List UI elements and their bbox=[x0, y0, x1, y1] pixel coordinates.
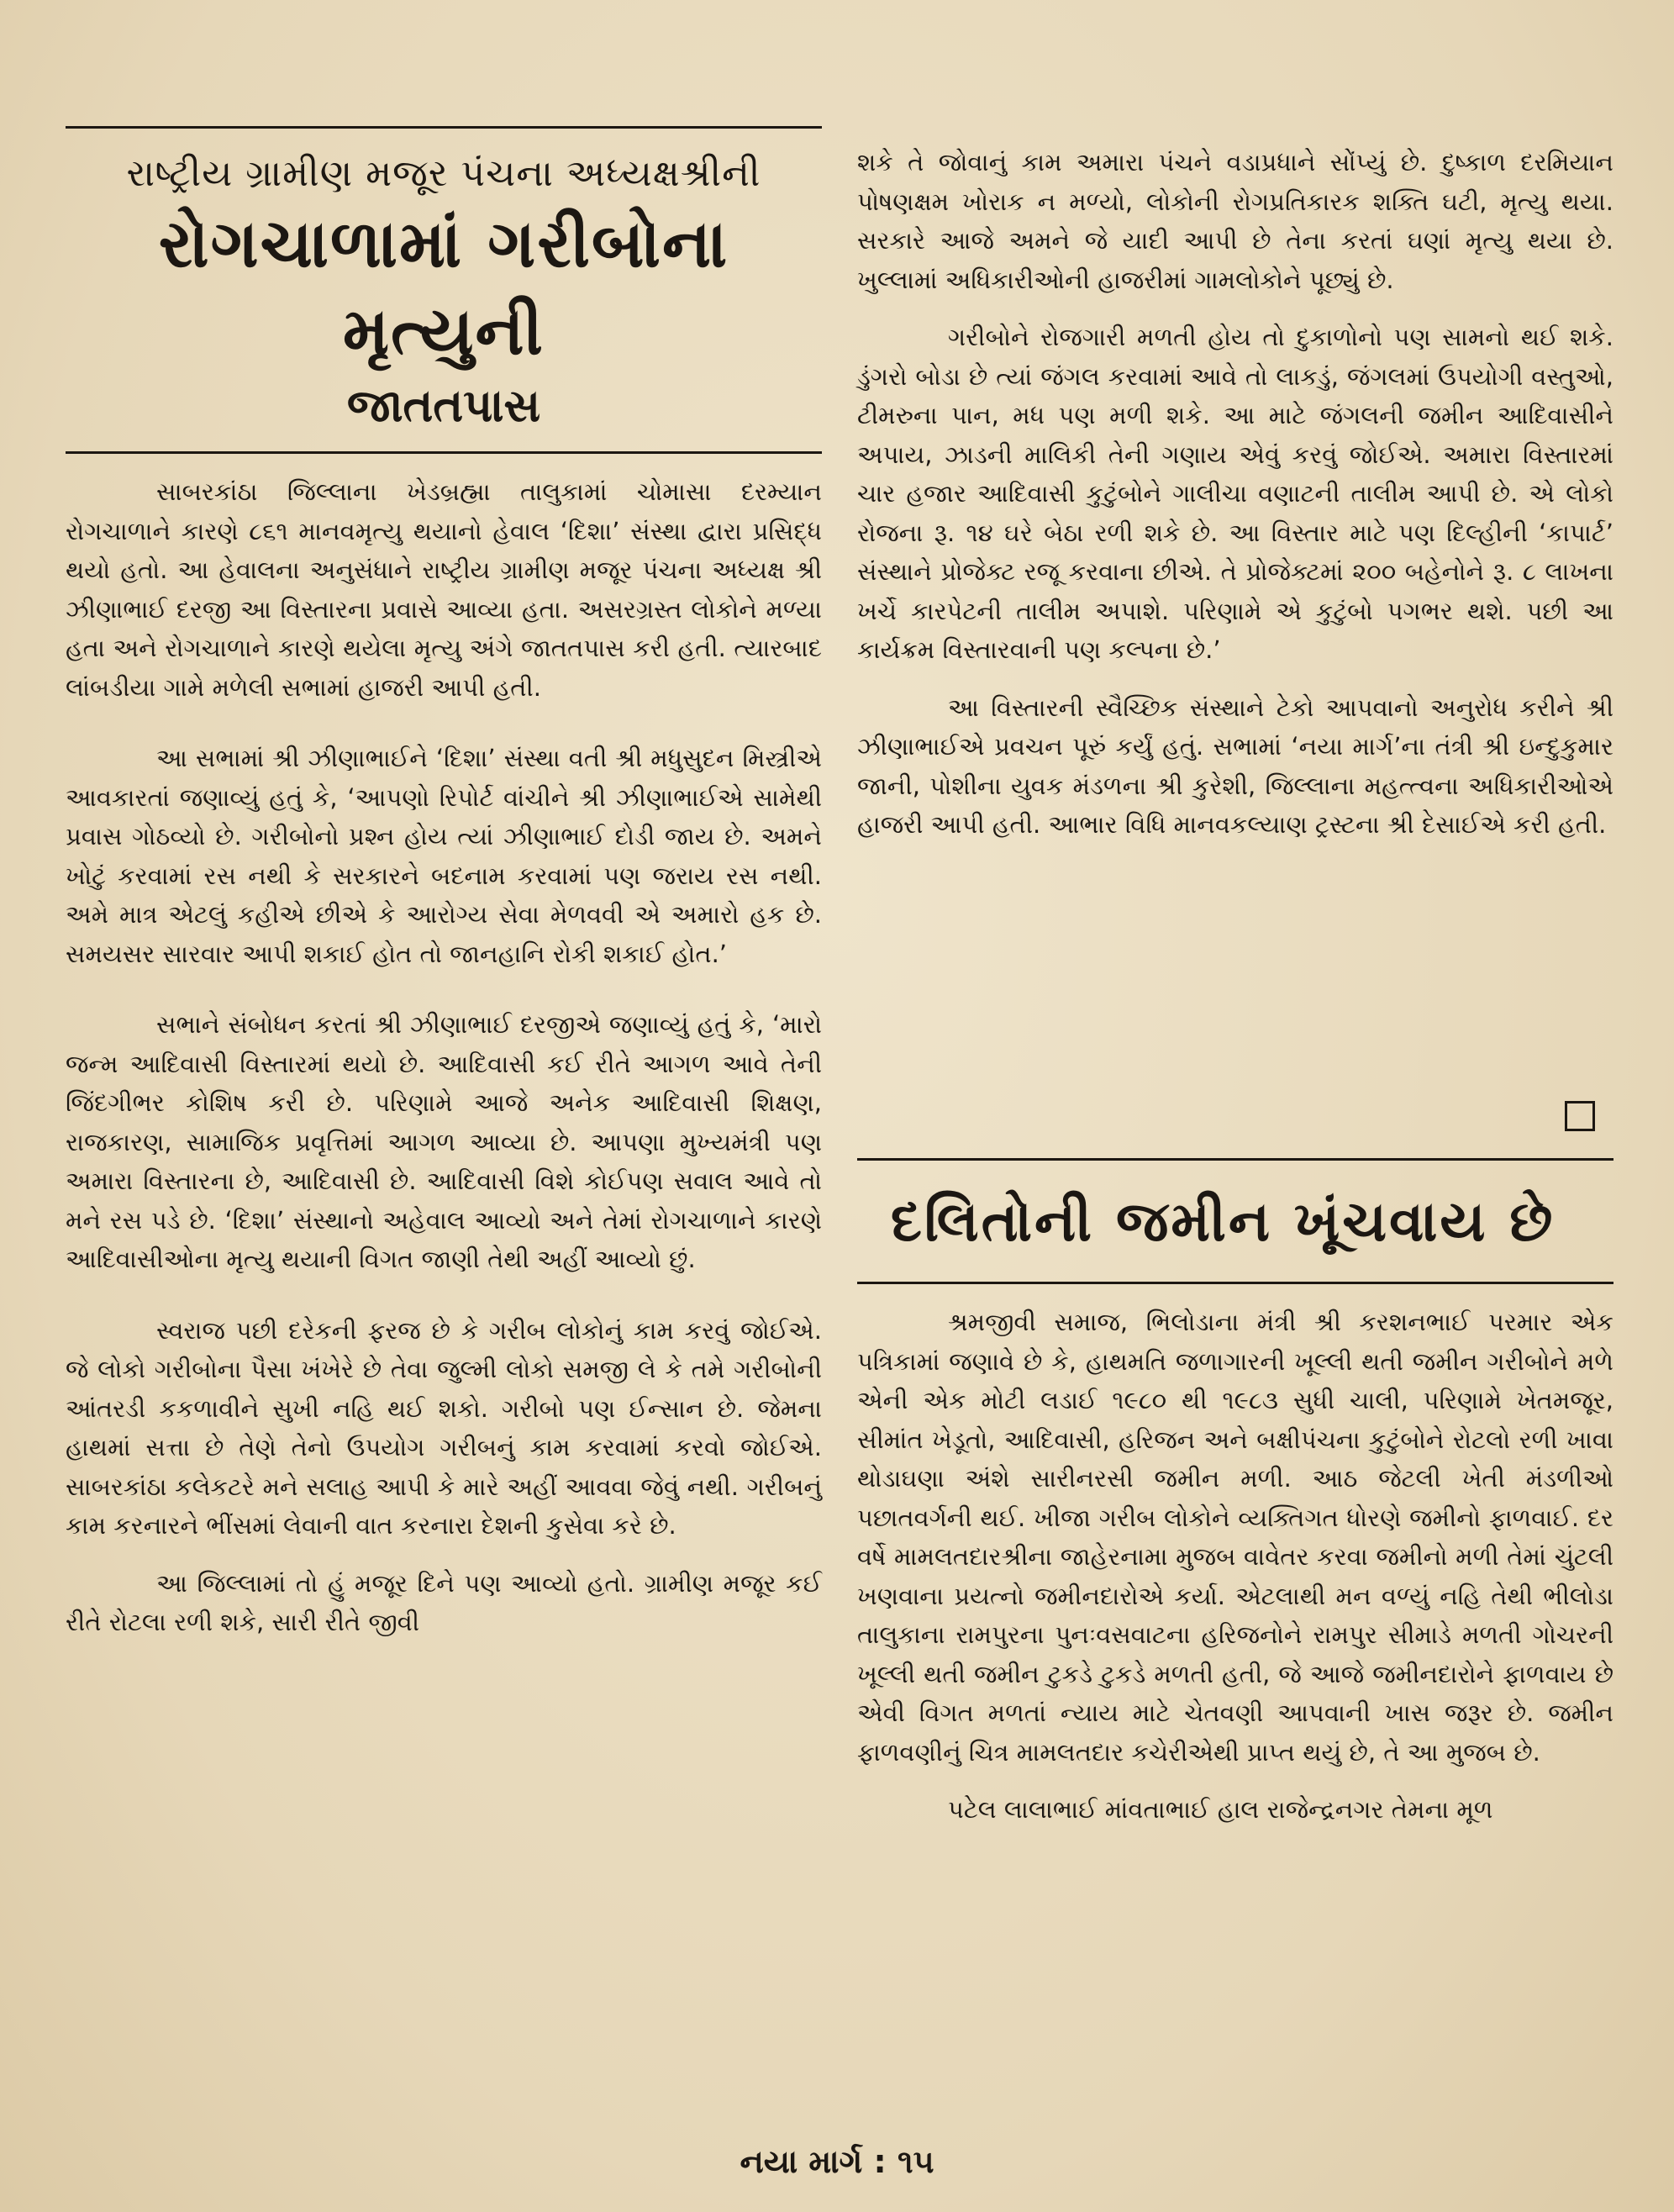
article-subheadline: જાતતપાસ bbox=[346, 379, 541, 432]
right-column bbox=[857, 143, 1613, 845]
left-column bbox=[66, 126, 822, 1642]
article-paragraph: સાબરકાંઠા જિલ્લાના ખેડબ્રહ્મા તાલુકામાં ચોમાસા દરમ્યાન રોગચાળાને કારણે ૮૬૧ માનવમૃત્યુ થયાનો હેવાલ ‘દિશા’ સંસ્થા દ્વારા પ્રસિદ્ધ થયો હતો. આ હેવાલના અનુસંધાને રાષ્ટ્રીય ગ્રામીણ મજૂર પંચના અધ્યક્ષ શ્રી ઝીણાભાઈ દરજી આ વિસ્તારના પ્રવાસે આવ્યા હતા. અસરગ્રસ્ત લોકોને મળ્યા હતા અને રોગચાળાને કારણે થયેલા મૃત્યુ અંગે જાતતપાસ કરી હતી. ત્યારબાદ લાંબડીયા ગામે મળેલી સભામાં હાજરી આપી હતી. bbox=[66, 477, 822, 702]
article-paragraph: આ જિલ્લામાં તો હું મજૂર દિને પણ આવ્યો હતો. ગ્રામીણ મજૂર કઈ રીતે રોટલા રળી શકે, સારી રીતે જીવી bbox=[66, 1568, 822, 1636]
article-paragraph: શ્રમજીવી સમાજ, ભિલોડાના મંત્રી શ્રી કરશનભાઈ પરમાર એક પત્રિકામાં જણાવે છે કે, હાથમતિ જળાગારની ખૂલ્લી થતી જમીન ગરીબોને મળે એની એક મોટી લડાઈ ૧૯૮૦ થી ૧૯૮૩ સુધી ચાલી, પરિણામે ખેતમજૂર, સીમાંત ખેડૂતો, આદિવાસી, હરિજન અને બક્ષીપંચના કુટુંબોને રોટલો રળી ખાવા થોડાઘણા અંશે સારીનરસી જમીન મળી. આઠ જેટલી ખેતી મંડળીઓ પછાતવર્ગની થઈ. ખીજા ગરીબ લોકોને વ્યક્તિગત ધોરણે જમીનો ફાળવાઈ. દર વર્ષે મામલતદારશ્રીના જાહેરનામા મુજબ વાવેતર કરવા જમીનો મળી તેમાં ચુંટલી ખણવાના પ્રયત્નો જમીનદારોએ કર્યા. એટલાથી મન વળ્યું નહિ તેથી ભીલોડા તાલુકાના રામપુરના પુનઃવસવાટના હરિજનોને રામપુર સીમાડે મળતી ગોચરની ખૂલ્લી થતી જમીન ટુકડે ટુકડે મળતી હતી, જે આજે જમીનદારોને ફાળવાય છે એવી વિગત મળતાં ન્યાય માટે ચેતવણી આપવાની ખાસ જરૂર છે. જમીન ફાળવણીનું ચિત્ર મામલતદાર કચેરીએથી પ્રાપ્ત થયું છે, તે આ મુજબ છે. bbox=[857, 1308, 1613, 1767]
magazine-name: નયા માર્ગ bbox=[740, 2143, 863, 2180]
article-end-mark bbox=[1565, 1101, 1595, 1131]
second-article-headline: દલિતોની જમીન ખૂંચવાય છે bbox=[891, 1189, 1556, 1254]
page-number: ૧૫ bbox=[897, 2143, 934, 2180]
article-paragraph: સ્વરાજ પછી દરેકની ફરજ છે કે ગરીબ લોકોનું કામ કરવું જોઈએ. જે લોકો ગરીબોના પૈસા ખંખેરે છે તેવા જુલ્મી લોકો સમજી લે કે તમે ગરીબોની આંતરડી કકળાવીને સુખી નહિ થઈ શકો. ગરીબો પણ ઈન્સાન છે. જેમના હાથમાં સત્તા છે તેણે તેનો ઉપયોગ ગરીબનું કામ કરવામાં કરવો જોઈએ. સાબરકાંઠા કલેકટરે મને સલાહ આપી કે મારે અહીં આવવા જેવું નથી. ગરીબનું કામ કરનારને ભીંસમાં લેવાની વાત કરનારા દેશની કુસેવા કરે છે. bbox=[66, 1315, 822, 1540]
article-paragraph: આ સભામાં શ્રી ઝીણાભાઈને ‘દિશા’ સંસ્થા વતી શ્રી મધુસુદન મિસ્ત્રીએ આવકારતાં જણાવ્યું હતું કે, ‘આપણો રિપોર્ટ વાંચીને શ્રી ઝીણાભાઈએ સામેથી પ્રવાસ ગોઠવ્યો છે. ગરીબોનો પ્રશ્ન હોય ત્યાં ઝીણાભાઈ દોડી જાય છે. અમને ખોટું કરવામાં રસ નથી કે સરકારને બદનામ કરવામાં પણ જરાય રસ નથી. અમે માત્ર એટલું કહીએ છીએ કે આરોગ્ય સેવા મેળવવી એ અમારો હક છે. સમયસર સારવાર આપી શકાઈ હોત તો જાનહાનિ રોકી શકાઈ હોત.’ bbox=[66, 744, 822, 968]
second-article-header bbox=[857, 1161, 1613, 1282]
article-paragraph: સભાને સંબોધન કરતાં શ્રી ઝીણાભાઈ દરજીએ જણાવ્યું હતું કે, ‘મારો જન્મ આદિવાસી વિસ્તારમાં થયો છે. આદિવાસી કઈ રીતે આગળ આવે તેની જિંદગીભર કોશિષ કરી છે. પરિણામે આજે અનેક આદિવાસી શિક્ષણ, રાજકારણ, સામાજિક પ્રવૃત્તિમાં આગળ આવ્યા છે. આપણા મુખ્યમંત્રી પણ અમારા વિસ્તારના છે, આદિવાસી છે. આદિવાસી વિશે કોઈપણ સવાલ આવે તો મને રસ પડે છે. ‘દિશા’ સંસ્થાનો અહેવાલ આવ્યો અને તેમાં રોગચાળાને કારણે આદિવાસીઓના મૃત્યુ થયાની વિગત જાણી તેથી અહીં આવ્યો છું. bbox=[66, 1010, 822, 1273]
article-headline: રોગચાળામાં ગરીબોના મૃત્યુની bbox=[158, 207, 729, 370]
footer-separator: : bbox=[873, 2143, 887, 2180]
article-paragraph: પટેલ લાલાભાઈ માંવતાભાઈ હાલ રાજેન્દ્રનગર તેમના મૂળ bbox=[948, 1795, 1493, 1824]
article-paragraph: આ વિસ્તારની સ્વૈચ્છિક સંસ્થાને ટેકો આપવાનો અનુરોધ કરીને શ્રી ઝીણાભાઈએ પ્રવચન પૂરું કર્યું હતું. સભામાં ‘નયા માર્ગ’ના તંત્રી શ્રી ઇન્દુકુમાર જાની, પોશીના યુવક મંડળના શ્રી કુરેશી, જિલ્લાના મહત્ત્વના અધિકારીઓએ હાજરી આપી હતી. આભાર વિધિ માનવકલ્યાણ ટ્રસ્ટના શ્રી દેસાઈએ કરી હતી. bbox=[857, 693, 1613, 839]
second-article bbox=[857, 1158, 1613, 1830]
article-kicker: રાષ્ટ્રીય ગ્રામીણ મજૂર પંચના અધ્યક્ષશ્રીની bbox=[126, 152, 761, 195]
article-paragraph: ગરીબોને રોજગારી મળતી હોય તો દુકાળોનો પણ સામનો થઈ શકે. ડુંગરો બોડા છે ત્યાં જંગલ કરવામાં આવે તો લાકડું, જંગલમાં ઉપયોગી વસ્તુઓ, ટીમરુના પાન, મધ પણ મળી શકે. આ માટે જંગલની જમીન આદિવાસીને અપાય, ઝાડની માલિકી તેની ગણાય એવું કરવું જોઈએ. અમારા વિસ્તારમાં ચાર હજાર આદિવાસી કુટુંબોને ગાલીચા વણાટની તાલીમ આપી છે. એ લોકો રોજના રૂ. ૧૪ ઘરે બેઠા રળી શકે છે. આ વિસ્તાર માટે પણ દિલ્હીની ‘કાપાર્ટ’ સંસ્થાને પ્રોજેક્ટ રજૂ કરવાના છીએ. તે પ્રોજેક્ટમાં ૨૦૦ બહેનોને રૂ. ૮ લાખના ખર્ચે કારપેટની તાલીમ અપાશે. પરિણામે એ કુટુંબો પગભર થશે. પછી આ કાર્યક્રમ વિસ્તારવાની પણ કલ્પના છે.’ bbox=[857, 323, 1613, 664]
article-header bbox=[66, 129, 822, 451]
article-paragraph: શકે તે જોવાનું કામ અમારા પંચને વડાપ્રધાને સોંપ્યું છે. દુષ્કાળ દરમિયાન પોષણક્ષમ ખોરાક ન મળ્યો, લોકોની રોગપ્રતિકારક શક્તિ ઘટી, મૃત્યુ થયા. સરકારે આજે અમને જે યાદી આપી છે તેના કરતાં ઘણાં મૃત્યુ થયા છે. ખુલ્લામાં અધિકારીઓની હાજરીમાં ગામલોકોને પૂછ્યું છે. bbox=[857, 148, 1613, 294]
page-footer bbox=[0, 2143, 1674, 2181]
